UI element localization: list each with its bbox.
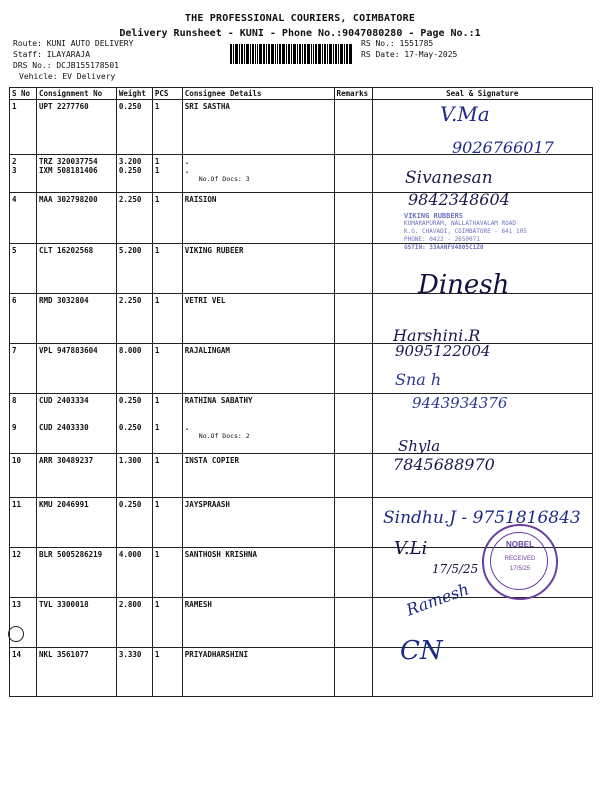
row-pcs-text: 1: [154, 195, 160, 204]
signature-8-phone: 9443934376: [412, 394, 508, 412]
row-consignee-text: RAISION: [184, 195, 217, 204]
row-consignee: [182, 498, 334, 548]
row-weight: [116, 344, 152, 394]
row-consignment-text: UPT 2277760: [38, 102, 89, 111]
row-pcs-text: 1: [154, 650, 160, 659]
row-consignee: [182, 598, 334, 648]
row-consignee-text: RAMESH: [184, 600, 212, 609]
row-consignment: [36, 294, 116, 344]
row-consignment-text: VPL 947883604: [38, 346, 98, 355]
row-pcs-text: 1: [154, 600, 160, 609]
row-consignment: [36, 548, 116, 598]
row-consignee: [182, 548, 334, 598]
signature-10-phone: 7845688970: [393, 455, 495, 474]
table-row: [10, 294, 593, 344]
signature-7-phone: 9095122004: [395, 342, 491, 360]
row-sno: [10, 454, 37, 498]
row-weight: [116, 155, 152, 193]
row-sno: [10, 294, 37, 344]
stamp-line: GSTIN: 33AANFV4805C1Z8: [404, 244, 484, 251]
row-weight: [116, 548, 152, 598]
row-pcs-text: 1: [154, 102, 160, 111]
signature-4-phone: 9842348604: [408, 190, 510, 209]
row-consignee-text: SANTHOSH KRISHNA: [184, 550, 258, 559]
stamp-text: 17/5/25: [509, 566, 531, 572]
row-consignment-text: CUD 2403334 CUD 2403330: [38, 396, 89, 432]
company-title: THE PROFESSIONAL COURIERS, COIMBATORE: [184, 13, 416, 24]
signature-4: Sivanesan: [405, 168, 493, 188]
viking-stamp: [404, 212, 527, 252]
row-consignee: [182, 155, 334, 193]
row-consignment: [36, 193, 116, 244]
runsheet-table: [9, 87, 593, 697]
row-doc-count: No.Of Docs: 3: [198, 175, 250, 183]
row-pcs: [152, 598, 182, 648]
row-pcs: [152, 244, 182, 294]
row-consignment-text: NKL 3561077: [38, 650, 89, 659]
runsheet-subtitle: Delivery Runsheet - KUNI - Phone No.:9047080280 - Page No.:1: [119, 28, 481, 39]
signature-11: Sindhu.J - 9751816843: [383, 508, 581, 528]
row-consignee: [182, 344, 334, 394]
row-consignee: [182, 394, 334, 454]
row-pcs: [152, 100, 182, 155]
row-remarks: [334, 244, 372, 294]
row-sno-text: 14: [12, 650, 22, 659]
row-pcs: [152, 548, 182, 598]
row-pcs-text: 1 1: [154, 396, 160, 432]
row-weight-text: 2.250: [118, 296, 142, 305]
row-consignment-text: KMU 2046991: [38, 500, 89, 509]
row-remarks: [334, 294, 372, 344]
row-consignee: [182, 294, 334, 344]
row-remarks: [334, 100, 372, 155]
row-sno-text: 12: [12, 550, 22, 559]
row-weight-text: 0.250: [118, 500, 142, 509]
stamp-line: PHONE: 0422 - 2650071: [404, 236, 480, 243]
route-line: Route: KUNI AUTO DELIVERY: [13, 39, 134, 48]
stamp-line: KUMARAPURAM, NALLATHAVALAM ROAD: [404, 220, 516, 227]
table-row: [10, 155, 593, 193]
col-consignment: Consignment No: [36, 88, 116, 100]
row-pcs: [152, 193, 182, 244]
vehicle-line: Vehicle: EV Delivery: [19, 72, 116, 81]
signature-13: Ramesh: [403, 579, 472, 620]
row-sno-text: 8 9: [12, 396, 17, 432]
row-consignment: [36, 648, 116, 697]
signature-8: Sna h: [395, 370, 442, 389]
row-weight: [116, 294, 152, 344]
row-consignment: [36, 100, 116, 155]
row-consignment: [36, 394, 116, 454]
row-pcs-text: 1: [154, 456, 160, 465]
row-consignment-text: TRZ 320037754 IXM 508181406: [38, 157, 98, 175]
drs-line: DRS No.: DCJB155178501: [13, 61, 119, 70]
row-remarks: [334, 498, 372, 548]
row-remarks: [334, 548, 372, 598]
row-sno: [10, 100, 37, 155]
row-weight-text: 2.250: [118, 195, 142, 204]
row-pcs-text: 1: [154, 500, 160, 509]
table-row: [10, 454, 593, 498]
row-sno: [10, 344, 37, 394]
row-consignee: [182, 648, 334, 697]
row-remarks: [334, 193, 372, 244]
row-consignee-text: JAYSPRAASH: [184, 500, 230, 509]
stamp-text: RECEIVED: [504, 556, 536, 562]
row-sno-text: 10: [12, 456, 22, 465]
stamp-line: VIKING RUBBERS: [404, 212, 464, 220]
row-weight: [116, 244, 152, 294]
row-remarks: [334, 344, 372, 394]
row-consignment: [36, 598, 116, 648]
row-remarks: [334, 155, 372, 193]
row-pcs: [152, 498, 182, 548]
row-weight-text: 1.300: [118, 456, 142, 465]
row-pcs-text: 1 1: [154, 157, 160, 175]
row-pcs-text: 1: [154, 550, 160, 559]
signature-6: Dinesh: [418, 270, 510, 300]
row-pcs-text: 1: [154, 246, 160, 255]
row-sno-text: 7: [12, 346, 17, 355]
row-remarks: [334, 394, 372, 454]
col-remarks: Remarks: [334, 88, 372, 100]
row-weight-text: 0.250: [118, 102, 142, 111]
col-consignee: Consignee Details: [182, 88, 334, 100]
row-weight-text: 3.330: [118, 650, 142, 659]
row-pcs: [152, 294, 182, 344]
row-sno-text: 6: [12, 296, 17, 305]
stamp-line: K.G. CHAVADI, COIMBATORE - 641 105: [404, 228, 527, 235]
row-consignee: [182, 244, 334, 294]
signature-1-phone: 9026766017: [452, 138, 554, 157]
signature-12: V.Li: [394, 538, 428, 559]
col-seal: Seal & Signature: [372, 88, 593, 100]
row-weight: [116, 454, 152, 498]
circled-number-mark: [8, 626, 24, 642]
row-consignee: [182, 454, 334, 498]
row-weight: [116, 598, 152, 648]
row-consignment: [36, 498, 116, 548]
row-consignee-text: . .: [184, 157, 190, 175]
row-consignment: [36, 454, 116, 498]
row-sno-text: 13: [12, 600, 22, 609]
rs-number: RS No.: 1551785: [361, 39, 434, 48]
row-consignment: [36, 244, 116, 294]
row-consignee: [182, 193, 334, 244]
table-row: [10, 648, 593, 697]
row-sno: [10, 193, 37, 244]
row-sno-text: 2 3: [12, 157, 17, 175]
row-sno: [10, 648, 37, 697]
row-consignee-text: SRI SASTHA: [184, 102, 230, 111]
row-weight: [116, 394, 152, 454]
table-row: [10, 598, 593, 648]
row-consignment-text: TVL 3300018: [38, 600, 89, 609]
row-consignee-text: VIKING RUBEER: [184, 246, 244, 255]
row-weight: [116, 100, 152, 155]
row-weight-text: 2.800: [118, 600, 142, 609]
staff-line: Staff: ILAYARAJA: [13, 50, 91, 59]
row-consignee-text: RAJALINGAM: [184, 346, 230, 355]
row-weight-text: 5.200: [118, 246, 142, 255]
row-pcs: [152, 344, 182, 394]
row-sno-text: 1: [12, 102, 17, 111]
row-sno-text: 4: [12, 195, 17, 204]
row-consignment-text: CLT 16202568: [38, 246, 94, 255]
row-sno: [10, 244, 37, 294]
row-sno: [10, 548, 37, 598]
row-remarks: [334, 598, 372, 648]
row-sno: [10, 155, 37, 193]
row-consignment-text: RMD 3032804: [38, 296, 89, 305]
row-consignment: [36, 344, 116, 394]
signature-14: CN: [400, 636, 443, 666]
row-remarks: [334, 648, 372, 697]
row-sno-text: 5: [12, 246, 17, 255]
row-weight-text: 8.000: [118, 346, 142, 355]
barcode-icon: [230, 44, 352, 64]
row-pcs: [152, 394, 182, 454]
row-weight-text: 3.200 0.250: [118, 157, 142, 175]
signature-7: Harshini.R: [393, 326, 481, 345]
row-pcs-text: 1: [154, 296, 160, 305]
row-consignee-text: INSTA COPIER: [184, 456, 239, 465]
row-weight-text: 4.000: [118, 550, 142, 559]
row-pcs: [152, 454, 182, 498]
row-consignee-text: RATHINA SABATHY .: [184, 396, 253, 432]
row-consignment: [36, 155, 116, 193]
table-row: [10, 344, 593, 394]
row-sno-text: 11: [12, 500, 22, 509]
row-consignee: [182, 100, 334, 155]
signature-10: Shyla: [398, 437, 441, 455]
row-consignment-text: MAA 302798200: [38, 195, 98, 204]
signature-12-date: 17/5/25: [432, 562, 479, 576]
row-weight: [116, 498, 152, 548]
row-weight: [116, 193, 152, 244]
col-sno: S No: [10, 88, 37, 100]
row-pcs: [152, 155, 182, 193]
nobel-stamp: [482, 524, 558, 600]
stamp-text: NOBEL: [506, 540, 534, 549]
signature-1: V.Ma: [440, 102, 490, 126]
col-pcs: PCS: [152, 88, 182, 100]
row-consignee-text: PRIYADHARSHINI: [184, 650, 249, 659]
row-doc-count: No.Of Docs: 2: [198, 432, 250, 440]
row-pcs: [152, 648, 182, 697]
row-consignee-text: VETRI VEL: [184, 296, 226, 305]
row-remarks: [334, 454, 372, 498]
rs-date: RS Date: 17-May-2025: [361, 50, 458, 59]
col-weight: Weight: [116, 88, 152, 100]
row-weight-text: 0.250 0.250: [118, 396, 142, 432]
row-pcs-text: 1: [154, 346, 160, 355]
row-sno: [10, 394, 37, 454]
row-consignment-text: ARR 30489237: [38, 456, 94, 465]
table-header-row: [10, 88, 593, 100]
row-consignment-text: BLR 5005286219: [38, 550, 103, 559]
row-sno: [10, 498, 37, 548]
row-weight: [116, 648, 152, 697]
